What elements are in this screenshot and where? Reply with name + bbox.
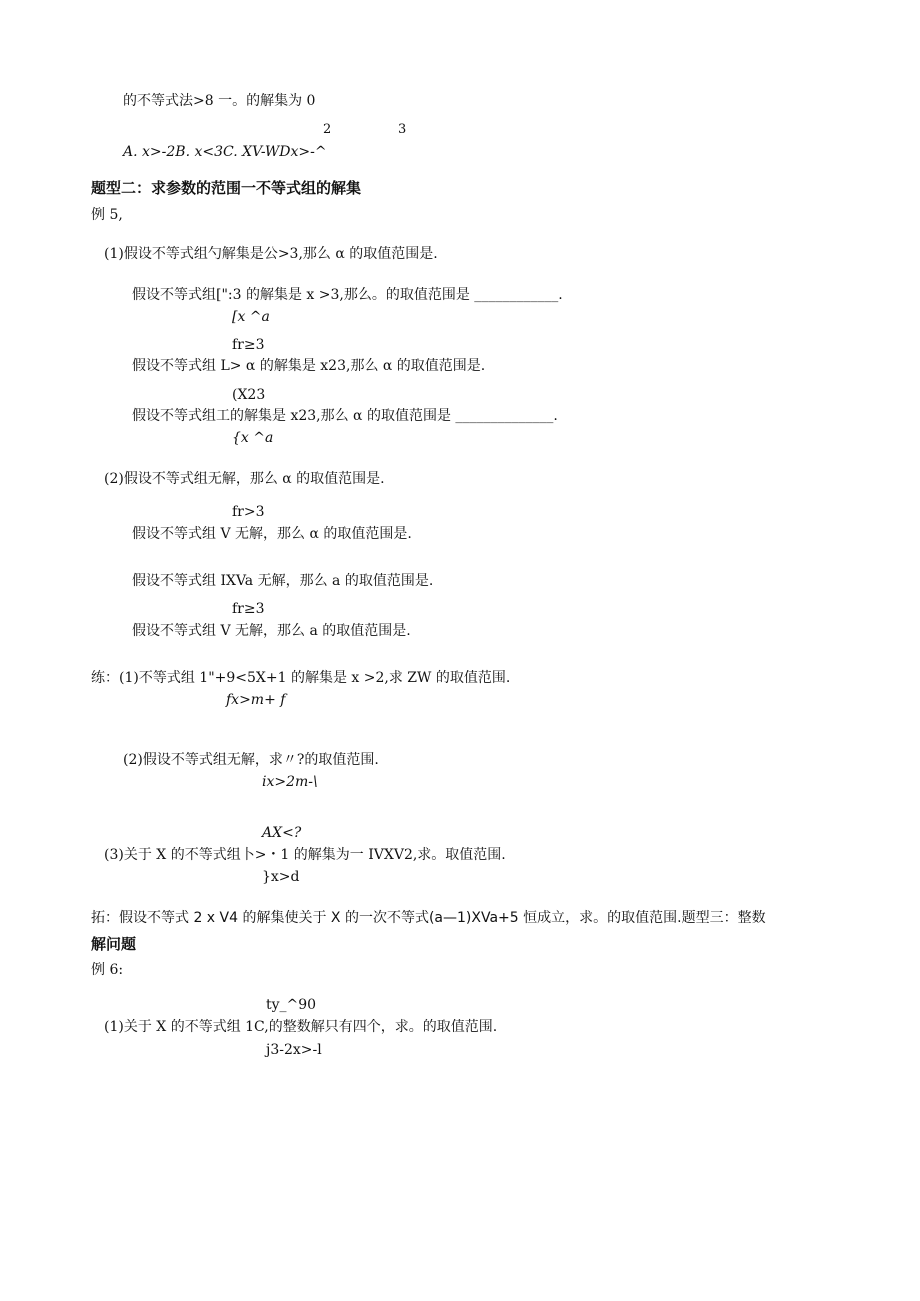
text-line: 的不等式法>8 一。的解集为 0 (123, 93, 316, 109)
inequality-line: (X23 (232, 387, 266, 403)
question-line: 假设不等式组 V 无解，那么 α 的取值范围是. (132, 526, 412, 542)
inequality-line: fr≥3 (232, 337, 265, 353)
inequality-line: [x ^a (232, 309, 270, 325)
question-line: 假设不等式组[":3 的解集是 x >3,那么。的取值范围是 ____________. (132, 287, 563, 303)
question-line: 假设不等式组工的解集是 x23,那么 α 的取值范围是 ______________. (132, 408, 558, 424)
superscript-number: 3 (398, 122, 407, 137)
question-line: (1)假设不等式组勺解集是公>3,那么 α 的取值范围是. (104, 246, 438, 262)
example-label: 例 6: (91, 962, 124, 978)
inequality-line: ix>2m-\ (262, 774, 318, 790)
question-line: (2)假设不等式组无解，那么 α 的取值范围是. (104, 471, 385, 487)
extension-text: 拓：假设不等式 2 x V4 的解集使关于 X 的一次不等式(a—1)XVa+5 恒成立，求。的取值范围.题型三：整数 (91, 910, 766, 926)
inequality-line: }x>d (262, 869, 300, 885)
practice-line: (2)假设不等式组无解，求〃?的取值范围. (123, 752, 379, 768)
section-heading: 题型二：求参数的范围一不等式组的解集 (91, 179, 362, 197)
answer-options: A. x>-2B. x<3C. XV-WDx>-^ (123, 144, 327, 160)
superscript-number: 2 (323, 122, 332, 137)
extension-line (91, 910, 766, 926)
practice-line: (3)关于 X 的不等式组卜>・1 的解集为一 IVXV2,求。取值范围. (104, 847, 506, 863)
inequality-line: fr>3 (232, 504, 265, 520)
example-label: 例 5, (91, 207, 123, 223)
inequality-line: fx>m+ f (226, 692, 286, 708)
inequality-line: fr≥3 (232, 601, 265, 617)
question-line: 假设不等式组 L> α 的解集是 x23,那么 α 的取值范围是. (132, 358, 486, 374)
question-line: 假设不等式组 V 无解，那么 a 的取值范围是. (132, 623, 411, 639)
question-line: 假设不等式组 IXVa 无解，那么 a 的取值范围是. (132, 573, 434, 589)
section-heading: 解问题 (91, 935, 137, 953)
inequality-line: AX<? (262, 825, 302, 841)
inequality-line: {x ^a (232, 430, 274, 446)
inequality-line: j3-2x>-l (266, 1042, 322, 1058)
practice-line: 练：(1)不等式组 1"+9<5X+1 的解集是 x >2,求 ZW 的取值范围. (91, 670, 511, 686)
question-line: (1)关于 X 的不等式组 1C,的整数解只有四个，求。的取值范围. (104, 1019, 498, 1035)
inequality-line: ty_^90 (266, 997, 317, 1013)
